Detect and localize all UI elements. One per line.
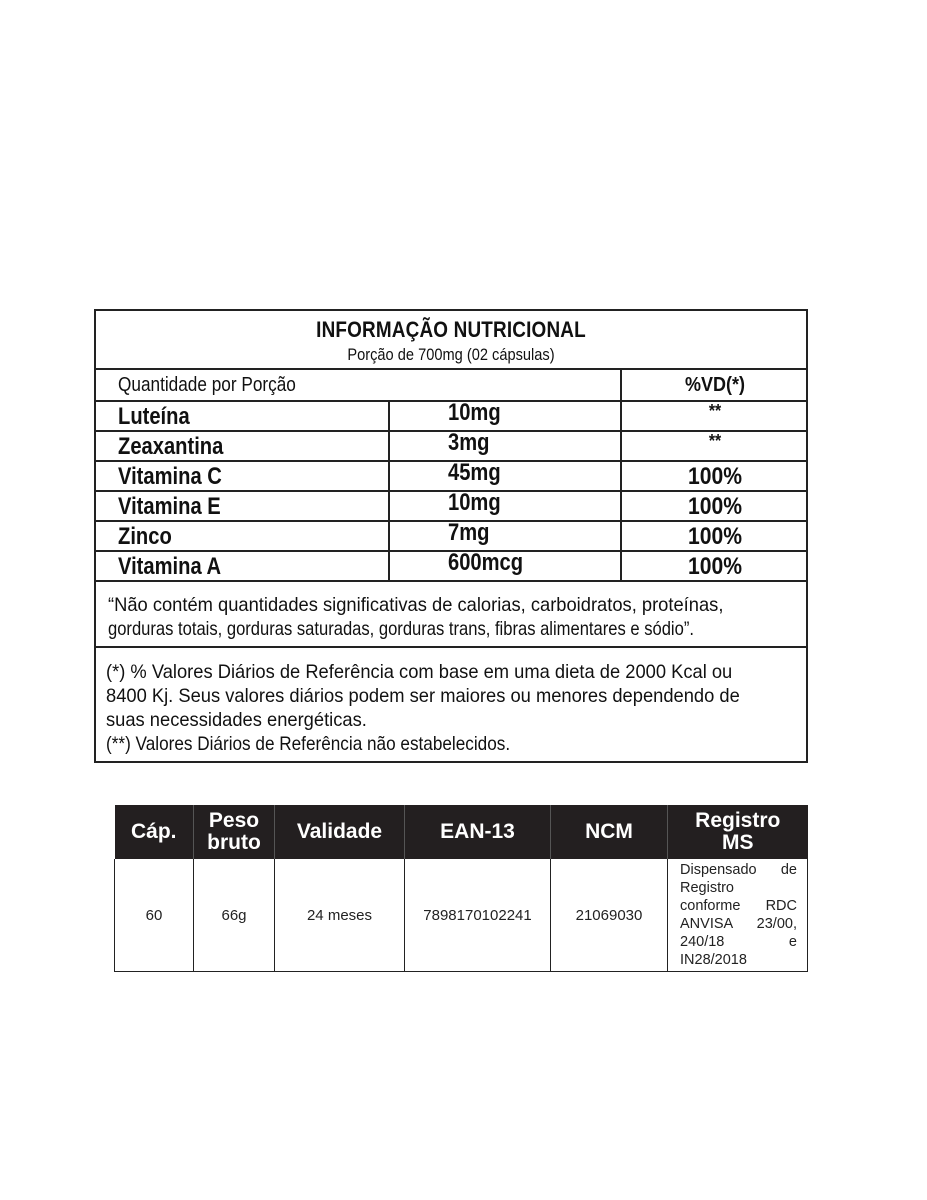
nutrient-row: [96, 549, 806, 582]
nutrient-name: Luteína: [118, 403, 190, 430]
header-cap: Cáp.: [115, 805, 194, 859]
nutrient-row: [96, 429, 806, 462]
value-peso: 66g: [194, 859, 275, 972]
quantity-header: Quantidade por Porção: [118, 374, 296, 396]
nutrient-vd: 100%: [687, 463, 743, 490]
nutrient-amount: 10mg: [448, 399, 501, 426]
header-peso-line2: bruto: [207, 831, 261, 854]
nutrient-amount: 45mg: [448, 459, 501, 486]
header-registro: [668, 805, 808, 859]
value-cap: 60: [115, 859, 194, 972]
footnote-line: (**) Valores Diários de Referência não estabelecidos.: [106, 733, 511, 755]
not-contains-note: [96, 582, 806, 648]
header-validade: Validade: [275, 805, 405, 859]
nutrient-amount: 10mg: [448, 489, 501, 516]
value-ean: 7898170102241: [405, 859, 551, 972]
nutrient-row: [96, 489, 806, 522]
product-header-row: [115, 805, 808, 859]
footnote-line: suas necessidades energéticas.: [106, 709, 367, 731]
nutrient-vd: **: [708, 431, 722, 451]
value-validade: 24 meses: [275, 859, 405, 972]
nutrient-name: Vitamina C: [118, 463, 222, 490]
nutrient-amount: 600mcg: [448, 549, 524, 576]
product-values-row: [115, 859, 808, 972]
nutrient-vd: 100%: [687, 523, 743, 550]
note-line: “Não contém quantidades significativas de calorias, carboidratos, proteínas,: [108, 594, 724, 616]
footnote: [96, 648, 806, 763]
header-ean: EAN-13: [405, 805, 551, 859]
nutrient-amount: 3mg: [448, 429, 490, 456]
nutrient-vd: 100%: [687, 493, 743, 520]
footnote-line: (*) % Valores Diários de Referência com base em uma dieta de 2000 Kcal ou: [106, 661, 733, 683]
header-registro-line2: MS: [722, 831, 754, 854]
nutrient-name: Zinco: [118, 523, 172, 550]
value-ncm: 21069030: [551, 859, 668, 972]
value-registro: Dispensado de Registro conforme RDC ANVISA 23/00, 240/18 e IN28/2018: [668, 859, 808, 972]
header-ncm: NCM: [551, 805, 668, 859]
nutrient-name: Vitamina A: [118, 553, 222, 580]
nutrient-name: Vitamina E: [118, 493, 221, 520]
nutrition-title: INFORMAÇÃO NUTRICIONAL: [316, 317, 586, 342]
header-registro-line1: Registro: [695, 809, 781, 832]
nutrient-row: [96, 399, 806, 432]
header-peso-line1: Peso: [208, 809, 260, 832]
portion-size: Porção de 700mg (02 cápsulas): [347, 345, 555, 364]
nutrition-header: [96, 311, 806, 370]
product-table: [114, 805, 808, 972]
nutrient-vd: 100%: [687, 553, 743, 580]
quantity-header-row: [96, 370, 806, 402]
nutrient-vd: **: [708, 401, 722, 421]
nutrient-row: [96, 519, 806, 552]
nutrient-name: Zeaxantina: [118, 433, 224, 460]
vd-header: %VD(*): [684, 374, 745, 396]
footnote-line: 8400 Kj. Seus valores diários podem ser maiores ou menores dependendo de: [106, 685, 740, 707]
note-line: gorduras totais, gorduras saturadas, gorduras trans, fibras alimentares e sódio”.: [108, 618, 694, 640]
header-peso: [194, 805, 275, 859]
nutrient-row: [96, 459, 806, 492]
nutrient-amount: 7mg: [448, 519, 490, 546]
nutrition-table: [94, 309, 808, 763]
